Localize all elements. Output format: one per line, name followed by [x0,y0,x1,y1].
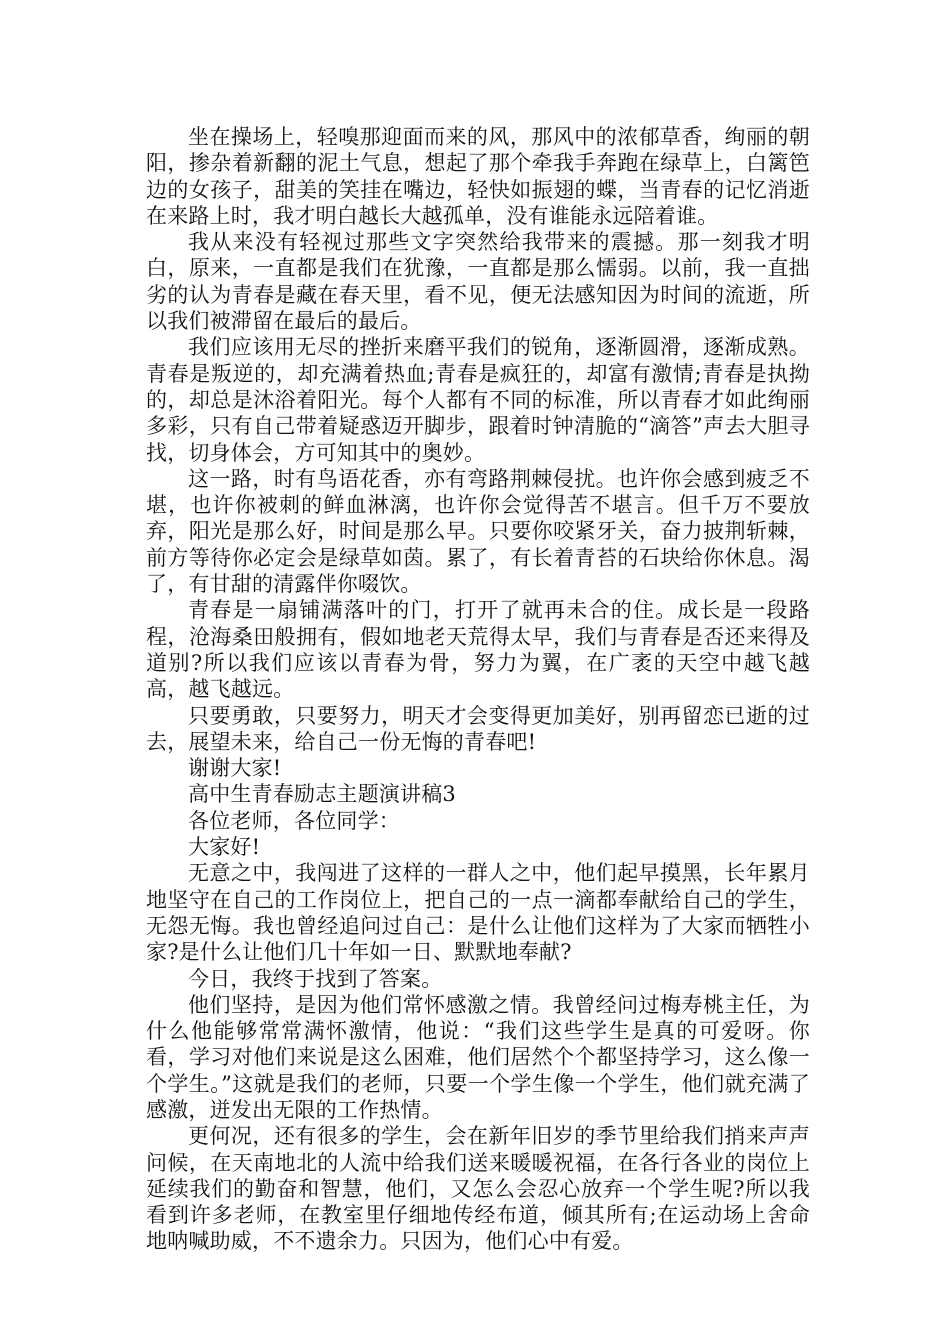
paragraph-6: 只要勇敢，只要努力，明天才会变得更加美好，别再留恋已逝的过去，展望未来，给自己一份无悔的青春吧! [146,703,810,754]
thanks-line: 谢谢大家! [188,756,282,781]
paragraph-1: 坐在操场上，轻嗅那迎面而来的风，那风中的浓郁草香，绚丽的朝阳，掺杂着新翻的泥土气息，想起了那个牵我手奔跑在绿草上，白篱笆边的女孩子，甜美的笑挂在嘴边，轻快如振翅的蝶，当青春的记忆消逝在来路上时，我才明白越长大越孤单，没有谁能永远陪着谁。 [146,125,810,228]
paragraph-10: 更何况，还有很多的学生，会在新年旧岁的季节里给我们捎来声声问候，在天南地北的人流中给我们送来暖暖祝福，在各行各业的岗位上延续我们的勤奋和智慧，他们，又怎么会忍心放弃一个学生呢?所以我看到许多老师，在教室里仔细地传经布道，倾其所有;在运动场上舍命地呐喊助威，不不遗余力。只因为，他们心中有爱。 [146,1124,810,1254]
paragraph-9: 他们坚持，是因为他们常怀感激之情。我曾经问过梅寿桃主任，为什么他能够常常满怀激情，他说：“我们这些学生是真的可爱呀。你看，学习对他们来说是这么困难，他们居然个个都坚持学习，这么像一个学生。”这就是我们的老师，只要一个学生像一个学生，他们就充满了感激，迸发出无限的工作热情。 [146,992,810,1122]
paragraph-7: 无意之中，我闯进了这样的一群人之中，他们起早摸黑，长年累月地坚守在自己的工作岗位上，把自己的一点一滴都奉献给自己的学生，无怨无悔。我也曾经追问过自己：是什么让他们这样为了大家而牺牲小家?是什么让他们几十年如一日、默默地奉献? [146,861,810,965]
paragraph-8: 今日，我终于找到了答案。 [188,966,443,991]
section-title: 高中生青春励志主题演讲稿3 [188,782,456,807]
greeting: 大家好! [188,835,261,860]
paragraph-3: 我们应该用无尽的挫折来磨平我们的锐角，逐渐圆滑，逐渐成熟。青春是叛逆的，却充满着热血;青春是疯狂的，却富有激情;青春是执拗的，却总是沐浴着阳光。每个人都有不同的标准，所以青春才如此绚丽多彩，只有自己带着疑惑迈开脚步，跟着时钟清脆的“滴答”声去大胆寻找，切身体会，方可知其中的奥妙。 [146,335,810,465]
paragraph-2: 我从来没有轻视过那些文字突然给我带来的震撼。那一刻我才明白，原来，一直都是我们在犹豫，一直都是那么懦弱。以前，我一直拙劣的认为青春是藏在春天里，看不见，便无法感知因为时间的流逝，所以我们被滞留在最后的最后。 [146,230,810,334]
salutation: 各位老师，各位同学： [188,808,400,833]
paragraph-5: 青春是一扇铺满落叶的门，打开了就再未合的住。成长是一段路程，沧海桑田般拥有，假如地老天荒得太早，我们与青春是否还来得及道别?所以我们应该以青春为骨，努力为翼，在广袤的天空中越飞越高，越飞越远。 [146,598,810,702]
paragraph-4: 这一路，时有鸟语花香，亦有弯路荆棘侵扰。也许你会感到疲乏不堪，也许你被刺的鲜血淋漓，也许你会觉得苦不堪言。但千万不要放弃，阳光是那么好，时间是那么早。只要你咬紧牙关，奋力披荆斩棘，前方等待你必定会是绿草如茵。累了，有长着青苔的石块给你休息。渴了，有甘甜的清露伴你啜饮。 [146,466,810,597]
document-page [146,124,810,1255]
